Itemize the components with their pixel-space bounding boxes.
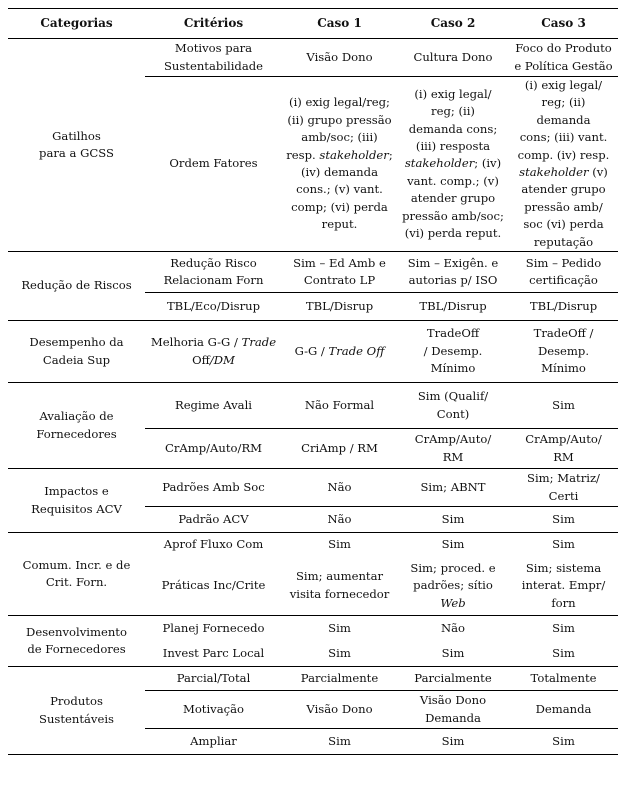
case-2-cell: Parcialmente <box>397 667 509 691</box>
comparison-table-wrapper <box>8 8 618 755</box>
col-header-caso-2: Caso 2 <box>397 9 509 39</box>
col-header-caso-3: Caso 3 <box>509 9 618 39</box>
case-3-cell: Sim <box>509 729 618 755</box>
case-1-cell: TBL/Disrup <box>282 293 397 321</box>
case-3-cell: Sim <box>509 507 618 533</box>
case-1-cell: Parcialmente <box>282 667 397 691</box>
case-3-cell: Sim – Pedido certificação <box>509 252 618 293</box>
case-2-cell: CrAmp/Auto/ RM <box>397 429 509 469</box>
category-cell: Avaliação de Fornecedores <box>8 383 145 469</box>
col-header-categorias: Categorias <box>8 9 145 39</box>
case-2-cell: Cultura Dono <box>397 39 509 77</box>
criterion-cell: Ampliar <box>145 729 282 755</box>
case-3-cell: Sim; Matriz/ Certi <box>509 469 618 507</box>
criterion-cell: Ordem Fatores <box>145 77 282 252</box>
category-cell: Impactos e Requisitos ACV <box>8 469 145 533</box>
criterion-cell: Padrão ACV <box>145 507 282 533</box>
case-2-cell: Sim (Qualif/ Cont) <box>397 383 509 429</box>
case-1-cell: Sim <box>282 729 397 755</box>
criterion-cell: Práticas Inc/Crite <box>145 557 282 616</box>
category-cell: Redução de Riscos <box>8 252 145 321</box>
criterion-cell: Padrões Amb Soc <box>145 469 282 507</box>
case-2-cell: Sim – Exigên. e autorias p/ ISO <box>397 252 509 293</box>
criterion-cell: Aprof Fluxo Com <box>163 537 264 552</box>
category-cell: Desenvolvimento de Fornecedores <box>8 616 145 667</box>
header-row <box>8 9 618 39</box>
case-3-cell: (i) exig legal/ reg; (ii) demanda cons; (iii) vant. comp. (iv) resp. stakeholder (v) atender grupo pressão amb/ soc (vi) perda reputação <box>509 77 618 252</box>
table-row <box>8 383 618 429</box>
case-3-cell: Sim <box>552 621 575 636</box>
case-1-cell: CriAmp / RM <box>282 429 397 469</box>
case-1-cell: Sim <box>282 642 397 667</box>
category-cell: Comum. Incr. e de Crit. Forn. <box>8 533 145 616</box>
case-1-cell: (i) exig legal/reg; (ii) grupo pressão amb/soc; (iii) resp. stakeholder; (iv) demanda cons.; (v) vant. comp; (vi) perda reput. <box>282 77 397 252</box>
case-3-cell: TradeOff / Desemp. Mínimo <box>509 321 618 383</box>
category-cell: Desempenho da Cadeia Sup <box>8 321 145 383</box>
table-row <box>8 533 618 557</box>
case-3-cell: TBL/Disrup <box>509 293 618 321</box>
case-2-cell: TBL/Disrup <box>397 293 509 321</box>
criterion-cell: Planej Fornecedo <box>162 621 265 636</box>
criterion-cell: Motivação <box>145 691 282 729</box>
case-1-cell: Sim – Ed Amb e Contrato LP <box>282 252 397 293</box>
case-2-cell: Visão Dono Demanda <box>397 691 509 729</box>
table-row <box>8 252 618 293</box>
case-3-cell: Sim <box>509 383 618 429</box>
case-1-cell: Visão Dono <box>282 691 397 729</box>
case-3-cell: Sim; sistema interat. Empr/ forn <box>509 557 618 616</box>
table-row <box>8 321 618 383</box>
col-header-caso-1: Caso 1 <box>282 9 397 39</box>
case-2-cell: (i) exig legal/ reg; (ii) demanda cons; (iii) resposta stakeholder; (iv) vant. comp.; (v) atender grupo pressão amb/soc; (vi) perda reput. <box>397 77 509 252</box>
case-1-cell: Não Formal <box>282 383 397 429</box>
category-cell: Gatilhos para a GCSS <box>8 39 145 252</box>
case-3-cell: Foco do Produto e Política Gestão <box>509 39 618 77</box>
case-3-cell: Demanda <box>509 691 618 729</box>
criterion-cell: Parcial/Total <box>145 667 282 691</box>
case-2-cell: Sim; ABNT <box>397 469 509 507</box>
case-1-cell: Sim; aumentar visita fornecedor <box>282 557 397 616</box>
case-1-cell: Visão Dono <box>282 39 397 77</box>
case-2-cell: Sim <box>397 642 509 667</box>
comparison-table <box>8 8 618 755</box>
case-1-cell: Sim <box>328 621 351 636</box>
case-2-cell: Sim <box>397 507 509 533</box>
case-1-cell: Não <box>282 507 397 533</box>
table-row <box>8 616 618 642</box>
case-1-cell: G-G / Trade Off <box>282 321 397 383</box>
criterion-cell: Regime Avali <box>145 383 282 429</box>
case-2-cell: Sim; proced. e padrões; sítio Web <box>397 557 509 616</box>
case-2-cell: Sim <box>441 537 465 552</box>
table-row <box>8 469 618 507</box>
case-3-cell: Totalmente <box>509 667 618 691</box>
case-1-cell: Sim <box>328 537 351 552</box>
case-2-cell: Sim <box>397 729 509 755</box>
criterion-cell: TBL/Eco/Disrup <box>145 293 282 321</box>
case-3-cell: Sim <box>552 537 575 552</box>
table-header <box>8 9 618 39</box>
table-row <box>8 667 618 691</box>
category-cell: Produtos Sustentáveis <box>8 667 145 755</box>
table-row <box>8 39 618 77</box>
case-2-cell: Não <box>440 621 466 636</box>
criterion-cell: Melhoria G-G / Trade Off/DM <box>145 321 282 383</box>
table-body <box>8 39 618 755</box>
criterion-cell: Invest Parc Local <box>145 642 282 667</box>
criterion-cell: CrAmp/Auto/RM <box>145 429 282 469</box>
col-header-criterios: Critérios <box>145 9 282 39</box>
criterion-cell: Redução Risco Relacionam Forn <box>145 252 282 293</box>
case-3-cell: Sim <box>509 642 618 667</box>
case-1-cell: Não <box>282 469 397 507</box>
case-3-cell: CrAmp/Auto/ RM <box>509 429 618 469</box>
criterion-cell: Motivos para Sustentabilidade <box>145 39 282 77</box>
case-2-cell: TradeOff / Desemp. Mínimo <box>397 321 509 383</box>
